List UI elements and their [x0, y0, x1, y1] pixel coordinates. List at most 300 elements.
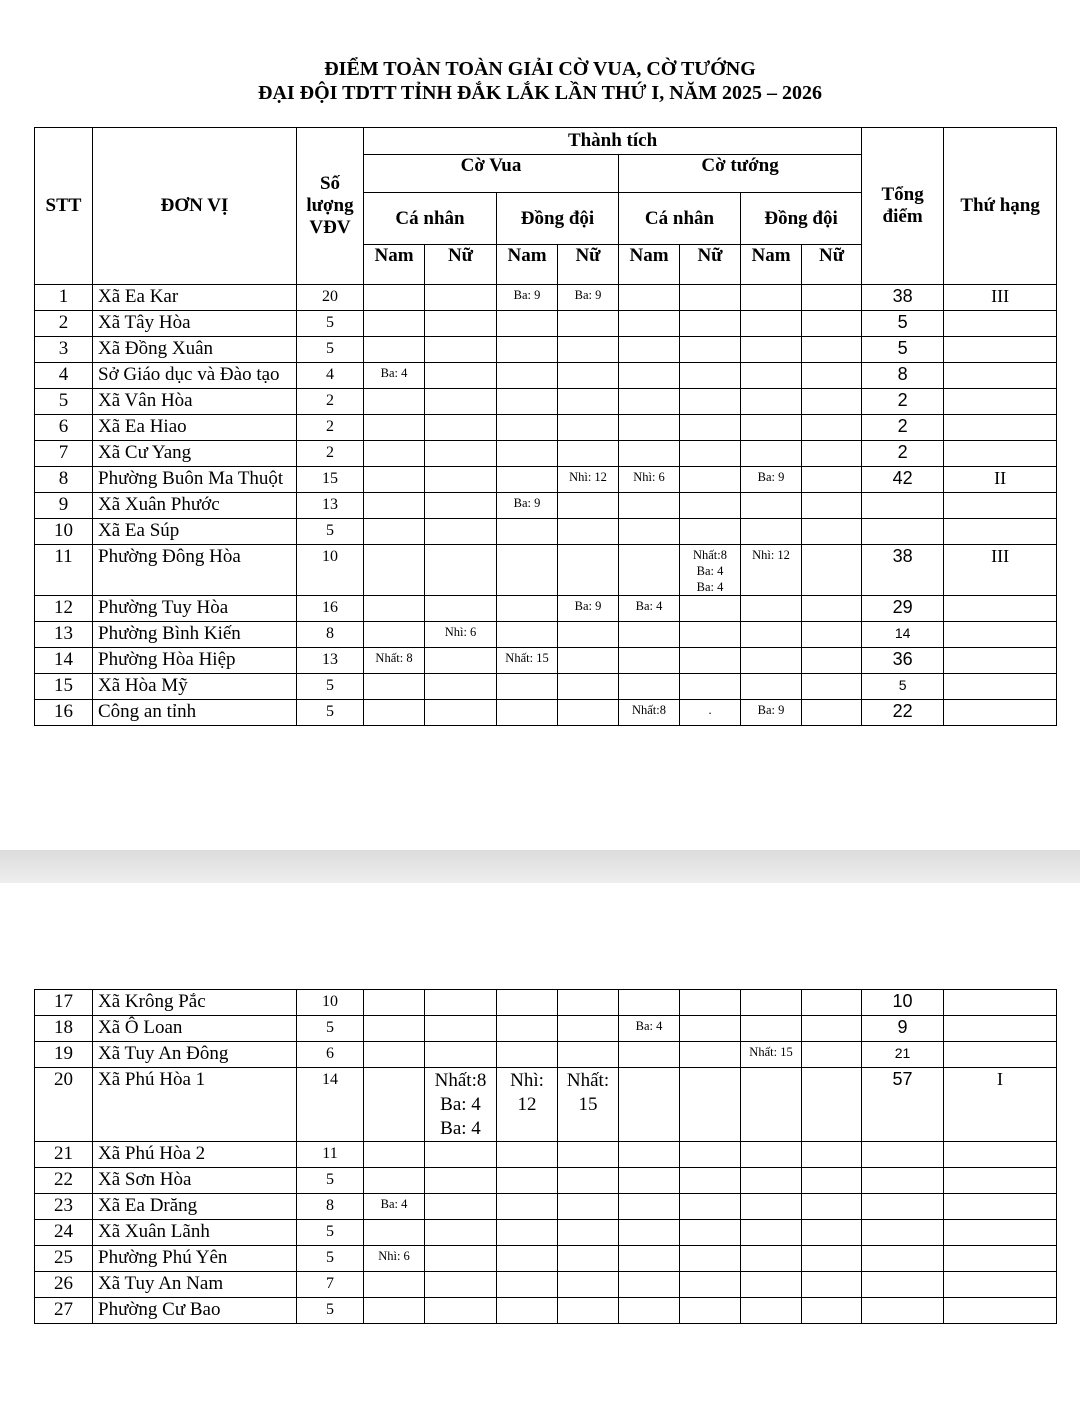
row-athlete-count: 5 — [297, 519, 364, 545]
row-athlete-count: 16 — [297, 596, 364, 622]
row-achievement-cell — [741, 285, 802, 311]
row-achievement-cell — [680, 1168, 741, 1194]
row-rank — [944, 596, 1057, 622]
row-unit-name: Xã Xuân Lãnh — [93, 1220, 297, 1246]
row-achievement-cell — [425, 1298, 497, 1324]
header-vua-dong-doi: Đồng đội — [497, 193, 619, 245]
row-achievement-cell — [425, 363, 497, 389]
row-unit-name: Xã Sơn Hòa — [93, 1168, 297, 1194]
header-nam: Nam — [497, 245, 558, 285]
row-achievement-cell: Nhì: 6 — [619, 467, 680, 493]
table-row — [35, 700, 1057, 726]
table-row — [35, 389, 1057, 415]
row-stt: 23 — [35, 1194, 93, 1220]
row-athlete-count: 5 — [297, 1168, 364, 1194]
row-achievement-cell — [558, 1220, 619, 1246]
row-unit-name: Phường Tuy Hòa — [93, 596, 297, 622]
table-row — [35, 596, 1057, 622]
row-achievement-cell — [497, 467, 558, 493]
row-rank — [944, 519, 1057, 545]
row-achievement-cell — [802, 674, 862, 700]
row-achievement-cell — [558, 415, 619, 441]
row-achievement-cell — [425, 337, 497, 363]
row-unit-name: Công an tỉnh — [93, 700, 297, 726]
row-achievement-cell — [802, 1068, 862, 1142]
row-unit-name: Xã Tây Hòa — [93, 311, 297, 337]
row-rank — [944, 622, 1057, 648]
row-achievement-cell — [741, 415, 802, 441]
row-achievement-cell — [741, 596, 802, 622]
row-achievement-cell: Ba: 9 — [558, 285, 619, 311]
row-stt: 9 — [35, 493, 93, 519]
row-achievement-cell — [680, 1042, 741, 1068]
row-achievement-cell — [425, 1220, 497, 1246]
row-stt: 12 — [35, 596, 93, 622]
row-achievement-cell: Nhất:8 — [619, 700, 680, 726]
row-athlete-count: 6 — [297, 1042, 364, 1068]
row-achievement-cell — [364, 622, 425, 648]
row-achievement-cell — [497, 415, 558, 441]
row-achievement-cell — [619, 337, 680, 363]
row-athlete-count: 5 — [297, 337, 364, 363]
row-athlete-count: 5 — [297, 1298, 364, 1324]
row-achievement-cell — [802, 415, 862, 441]
row-achievement-cell — [497, 337, 558, 363]
row-rank — [944, 415, 1057, 441]
row-achievement-cell — [497, 1168, 558, 1194]
row-stt: 13 — [35, 622, 93, 648]
row-rank — [944, 990, 1057, 1016]
row-unit-name: Xã Phú Hòa 2 — [93, 1142, 297, 1168]
row-unit-name: Xã Hòa Mỹ — [93, 674, 297, 700]
row-achievement-cell — [558, 545, 619, 596]
header-nu: Nữ — [425, 245, 497, 285]
header-nam: Nam — [741, 245, 802, 285]
row-total-score: 5 — [862, 337, 944, 363]
row-rank — [944, 1016, 1057, 1042]
row-achievement-cell — [802, 990, 862, 1016]
row-total-score — [862, 1168, 944, 1194]
row-total-score: 9 — [862, 1016, 944, 1042]
row-athlete-count: 5 — [297, 1246, 364, 1272]
row-achievement-cell: Ba: 9 — [741, 700, 802, 726]
row-achievement-cell — [741, 990, 802, 1016]
row-achievement-cell — [802, 493, 862, 519]
row-achievement-cell — [619, 415, 680, 441]
row-unit-name: Xã Ea Súp — [93, 519, 297, 545]
row-total-score: 14 — [862, 622, 944, 648]
row-achievement-cell — [741, 363, 802, 389]
header-so-luong-vdv: Số lượng VĐV — [297, 128, 364, 285]
header-vua-ca-nhan: Cá nhân — [364, 193, 497, 245]
row-achievement-cell — [425, 674, 497, 700]
table-row — [35, 622, 1057, 648]
row-achievement-cell: Nhất:8 Ba: 4 Ba: 4 — [680, 545, 741, 596]
row-achievement-cell — [741, 648, 802, 674]
table-row — [35, 674, 1057, 700]
table-row — [35, 1068, 1057, 1142]
row-achievement-cell — [364, 990, 425, 1016]
header-thu-hang: Thứ hạng — [944, 128, 1057, 285]
row-achievement-cell — [425, 415, 497, 441]
row-achievement-cell — [802, 311, 862, 337]
row-achievement-cell — [425, 1272, 497, 1298]
table-row — [35, 311, 1057, 337]
row-achievement-cell — [364, 674, 425, 700]
row-achievement-cell: Ba: 4 — [619, 596, 680, 622]
row-achievement-cell: Nhì: 6 — [425, 622, 497, 648]
row-achievement-cell — [558, 363, 619, 389]
header-thanh-tich: Thành tích — [364, 128, 862, 155]
row-stt: 14 — [35, 648, 93, 674]
page-separator — [0, 850, 1080, 883]
row-achievement-cell — [425, 493, 497, 519]
header-nu: Nữ — [680, 245, 741, 285]
row-achievement-cell — [619, 674, 680, 700]
row-achievement-cell: Nhì: 12 — [558, 467, 619, 493]
row-unit-name: Phường Đông Hòa — [93, 545, 297, 596]
row-achievement-cell — [680, 441, 741, 467]
row-achievement-cell — [364, 545, 425, 596]
header-co-vua: Cờ Vua — [364, 155, 619, 193]
row-achievement-cell — [619, 285, 680, 311]
row-achievement-cell — [364, 441, 425, 467]
row-stt: 21 — [35, 1142, 93, 1168]
row-total-score — [862, 1272, 944, 1298]
row-athlete-count: 4 — [297, 363, 364, 389]
row-achievement-cell — [619, 1068, 680, 1142]
document-page-2 — [0, 883, 1080, 1413]
row-rank: III — [944, 545, 1057, 596]
row-achievement-cell: Ba: 9 — [497, 285, 558, 311]
row-achievement-cell — [364, 1142, 425, 1168]
row-achievement-cell — [741, 1194, 802, 1220]
table-row — [35, 1298, 1057, 1324]
row-achievement-cell — [558, 1246, 619, 1272]
row-achievement-cell — [680, 337, 741, 363]
table-row — [35, 990, 1057, 1016]
row-achievement-cell — [802, 441, 862, 467]
row-achievement-cell — [497, 622, 558, 648]
row-achievement-cell: . — [680, 700, 741, 726]
row-stt: 20 — [35, 1068, 93, 1142]
row-achievement-cell — [619, 519, 680, 545]
row-total-score: 8 — [862, 363, 944, 389]
row-stt: 17 — [35, 990, 93, 1016]
table-row — [35, 285, 1057, 311]
row-achievement-cell — [558, 337, 619, 363]
row-achievement-cell — [497, 1220, 558, 1246]
row-achievement-cell — [619, 622, 680, 648]
row-achievement-cell — [802, 1042, 862, 1068]
row-achievement-cell — [558, 1168, 619, 1194]
row-achievement-cell — [680, 493, 741, 519]
row-athlete-count: 5 — [297, 311, 364, 337]
row-achievement-cell — [425, 389, 497, 415]
row-rank — [944, 1272, 1057, 1298]
row-achievement-cell — [558, 1298, 619, 1324]
row-stt: 8 — [35, 467, 93, 493]
row-unit-name: Xã Krông Pắc — [93, 990, 297, 1016]
row-achievement-cell: Ba: 4 — [619, 1016, 680, 1042]
row-achievement-cell — [425, 700, 497, 726]
row-rank: III — [944, 285, 1057, 311]
row-achievement-cell — [425, 467, 497, 493]
row-stt: 6 — [35, 415, 93, 441]
row-unit-name: Xã Tuy An Nam — [93, 1272, 297, 1298]
row-stt: 5 — [35, 389, 93, 415]
row-achievement-cell — [741, 1016, 802, 1042]
row-achievement-cell — [680, 1298, 741, 1324]
row-unit-name: Xã Đồng Xuân — [93, 337, 297, 363]
row-achievement-cell — [680, 467, 741, 493]
row-achievement-cell — [619, 545, 680, 596]
document-title-line-2: ĐẠI ĐỘI TDTT TỈNH ĐẮK LẮK LẦN THỨ I, NĂM 2025 – 2026 — [258, 82, 822, 104]
row-athlete-count: 2 — [297, 389, 364, 415]
row-achievement-cell — [680, 1068, 741, 1142]
row-achievement-cell — [619, 1246, 680, 1272]
row-achievement-cell — [680, 415, 741, 441]
row-total-score: 10 — [862, 990, 944, 1016]
row-achievement-cell — [364, 1220, 425, 1246]
row-achievement-cell — [802, 1142, 862, 1168]
header-nu: Nữ — [802, 245, 862, 285]
row-achievement-cell — [802, 648, 862, 674]
row-achievement-cell — [741, 441, 802, 467]
row-achievement-cell — [680, 1142, 741, 1168]
row-rank — [944, 648, 1057, 674]
row-achievement-cell — [364, 700, 425, 726]
results-table — [34, 127, 1057, 726]
row-achievement-cell: Nhất: 15 — [497, 648, 558, 674]
row-achievement-cell — [558, 519, 619, 545]
row-rank — [944, 337, 1057, 363]
row-total-score: 2 — [862, 441, 944, 467]
row-achievement-cell — [680, 363, 741, 389]
row-achievement-cell — [741, 674, 802, 700]
row-achievement-cell — [802, 1194, 862, 1220]
row-achievement-cell: Ba: 4 — [364, 363, 425, 389]
row-achievement-cell — [741, 1168, 802, 1194]
row-athlete-count: 11 — [297, 1142, 364, 1168]
row-total-score: 5 — [862, 311, 944, 337]
row-achievement-cell — [619, 1042, 680, 1068]
row-unit-name: Xã Cư Yang — [93, 441, 297, 467]
row-achievement-cell — [619, 648, 680, 674]
row-total-score — [862, 1142, 944, 1168]
row-total-score: 5 — [862, 674, 944, 700]
row-achievement-cell — [558, 493, 619, 519]
row-achievement-cell — [802, 1168, 862, 1194]
row-achievement-cell — [364, 337, 425, 363]
row-achievement-cell — [680, 596, 741, 622]
row-unit-name: Xã Tuy An Đông — [93, 1042, 297, 1068]
row-achievement-cell — [680, 1220, 741, 1246]
table-row — [35, 1168, 1057, 1194]
row-rank — [944, 441, 1057, 467]
row-achievement-cell — [802, 389, 862, 415]
row-athlete-count: 15 — [297, 467, 364, 493]
row-achievement-cell — [619, 1220, 680, 1246]
header-co-tuong: Cờ tướng — [619, 155, 862, 193]
row-unit-name: Xã Phú Hòa 1 — [93, 1068, 297, 1142]
row-athlete-count: 2 — [297, 441, 364, 467]
row-achievement-cell — [619, 493, 680, 519]
row-total-score: 38 — [862, 285, 944, 311]
row-achievement-cell — [364, 467, 425, 493]
row-stt: 19 — [35, 1042, 93, 1068]
row-achievement-cell — [619, 311, 680, 337]
row-achievement-cell — [802, 1246, 862, 1272]
row-stt: 11 — [35, 545, 93, 596]
row-achievement-cell — [741, 311, 802, 337]
row-achievement-cell — [425, 1042, 497, 1068]
row-unit-name: Xã Ea Kar — [93, 285, 297, 311]
row-achievement-cell — [364, 311, 425, 337]
row-achievement-cell — [680, 389, 741, 415]
row-achievement-cell — [364, 415, 425, 441]
row-achievement-cell — [619, 1272, 680, 1298]
row-achievement-cell — [364, 596, 425, 622]
row-total-score: 2 — [862, 389, 944, 415]
row-achievement-cell — [802, 1016, 862, 1042]
table-row — [35, 519, 1057, 545]
row-achievement-cell — [425, 311, 497, 337]
table-row — [35, 415, 1057, 441]
row-rank — [944, 363, 1057, 389]
row-achievement-cell — [364, 1016, 425, 1042]
row-achievement-cell — [364, 519, 425, 545]
row-achievement-cell — [497, 596, 558, 622]
row-rank — [944, 311, 1057, 337]
document-title-line-1: ĐIỂM TOÀN TOÀN GIẢI CỜ VUA, CỜ TƯỚNG — [324, 58, 756, 80]
row-achievement-cell — [364, 1168, 425, 1194]
row-rank — [944, 1220, 1057, 1246]
row-achievement-cell — [619, 1194, 680, 1220]
row-achievement-cell — [497, 519, 558, 545]
row-unit-name: Xã Ô Loan — [93, 1016, 297, 1042]
row-achievement-cell — [364, 1042, 425, 1068]
row-stt: 25 — [35, 1246, 93, 1272]
row-total-score: 22 — [862, 700, 944, 726]
row-athlete-count: 13 — [297, 493, 364, 519]
row-achievement-cell: Ba: 9 — [558, 596, 619, 622]
row-rank: II — [944, 467, 1057, 493]
row-athlete-count: 13 — [297, 648, 364, 674]
row-total-score — [862, 519, 944, 545]
row-rank: I — [944, 1068, 1057, 1142]
row-achievement-cell — [802, 337, 862, 363]
row-total-score — [862, 1298, 944, 1324]
row-achievement-cell — [497, 1298, 558, 1324]
row-achievement-cell — [497, 311, 558, 337]
row-achievement-cell — [680, 674, 741, 700]
row-unit-name: Phường Hòa Hiệp — [93, 648, 297, 674]
row-unit-name: Xã Xuân Phước — [93, 493, 297, 519]
row-achievement-cell — [425, 519, 497, 545]
row-achievement-cell — [741, 389, 802, 415]
row-athlete-count: 5 — [297, 1016, 364, 1042]
row-achievement-cell — [619, 1168, 680, 1194]
row-stt: 3 — [35, 337, 93, 363]
row-total-score — [862, 1194, 944, 1220]
row-achievement-cell — [680, 1016, 741, 1042]
row-achievement-cell — [741, 1220, 802, 1246]
row-athlete-count: 8 — [297, 622, 364, 648]
header-tong-diem: Tổng điểm — [862, 128, 944, 285]
table-row — [35, 493, 1057, 519]
row-achievement-cell — [619, 1298, 680, 1324]
row-achievement-cell — [741, 337, 802, 363]
results-table-continued — [34, 989, 1057, 1324]
row-achievement-cell: Nhất:8 Ba: 4 Ba: 4 — [425, 1068, 497, 1142]
row-stt: 16 — [35, 700, 93, 726]
row-achievement-cell — [558, 311, 619, 337]
table-row — [35, 1016, 1057, 1042]
row-achievement-cell — [741, 1272, 802, 1298]
table-row — [35, 648, 1057, 674]
row-stt: 26 — [35, 1272, 93, 1298]
row-unit-name: Phường Bình Kiến — [93, 622, 297, 648]
row-achievement-cell — [558, 990, 619, 1016]
row-achievement-cell: Ba: 9 — [497, 493, 558, 519]
row-achievement-cell — [802, 622, 862, 648]
row-unit-name: Xã Ea Drăng — [93, 1194, 297, 1220]
row-achievement-cell — [364, 285, 425, 311]
row-achievement-cell: Nhất: 15 — [741, 1042, 802, 1068]
row-achievement-cell — [558, 674, 619, 700]
table-row — [35, 1194, 1057, 1220]
row-achievement-cell — [619, 389, 680, 415]
row-achievement-cell — [741, 1068, 802, 1142]
row-achievement-cell — [497, 545, 558, 596]
row-achievement-cell — [364, 1272, 425, 1298]
row-achievement-cell: Nhất: 8 — [364, 648, 425, 674]
header-tuong-ca-nhan: Cá nhân — [619, 193, 741, 245]
row-achievement-cell — [558, 1042, 619, 1068]
row-unit-name: Sở Giáo dục và Đào tạo — [93, 363, 297, 389]
row-stt: 4 — [35, 363, 93, 389]
row-athlete-count: 2 — [297, 415, 364, 441]
row-achievement-cell — [741, 1142, 802, 1168]
row-achievement-cell — [558, 1272, 619, 1298]
row-achievement-cell — [425, 1142, 497, 1168]
row-achievement-cell — [802, 1272, 862, 1298]
row-stt: 7 — [35, 441, 93, 467]
table-row — [35, 1142, 1057, 1168]
row-achievement-cell — [364, 1298, 425, 1324]
row-athlete-count: 5 — [297, 674, 364, 700]
row-total-score: 21 — [862, 1042, 944, 1068]
row-achievement-cell — [619, 363, 680, 389]
row-total-score — [862, 1220, 944, 1246]
row-achievement-cell: Nhì: 12 — [497, 1068, 558, 1142]
row-achievement-cell — [497, 1194, 558, 1220]
row-achievement-cell — [497, 441, 558, 467]
row-rank — [944, 1194, 1057, 1220]
row-achievement-cell — [425, 441, 497, 467]
table-row — [35, 363, 1057, 389]
header-stt: STT — [35, 128, 93, 285]
row-achievement-cell — [425, 545, 497, 596]
header-don-vi: ĐƠN VỊ — [93, 128, 297, 285]
row-achievement-cell — [802, 363, 862, 389]
header-tuong-dong-doi: Đồng đội — [741, 193, 862, 245]
row-athlete-count: 7 — [297, 1272, 364, 1298]
row-rank — [944, 1246, 1057, 1272]
row-stt: 27 — [35, 1298, 93, 1324]
row-achievement-cell — [802, 285, 862, 311]
